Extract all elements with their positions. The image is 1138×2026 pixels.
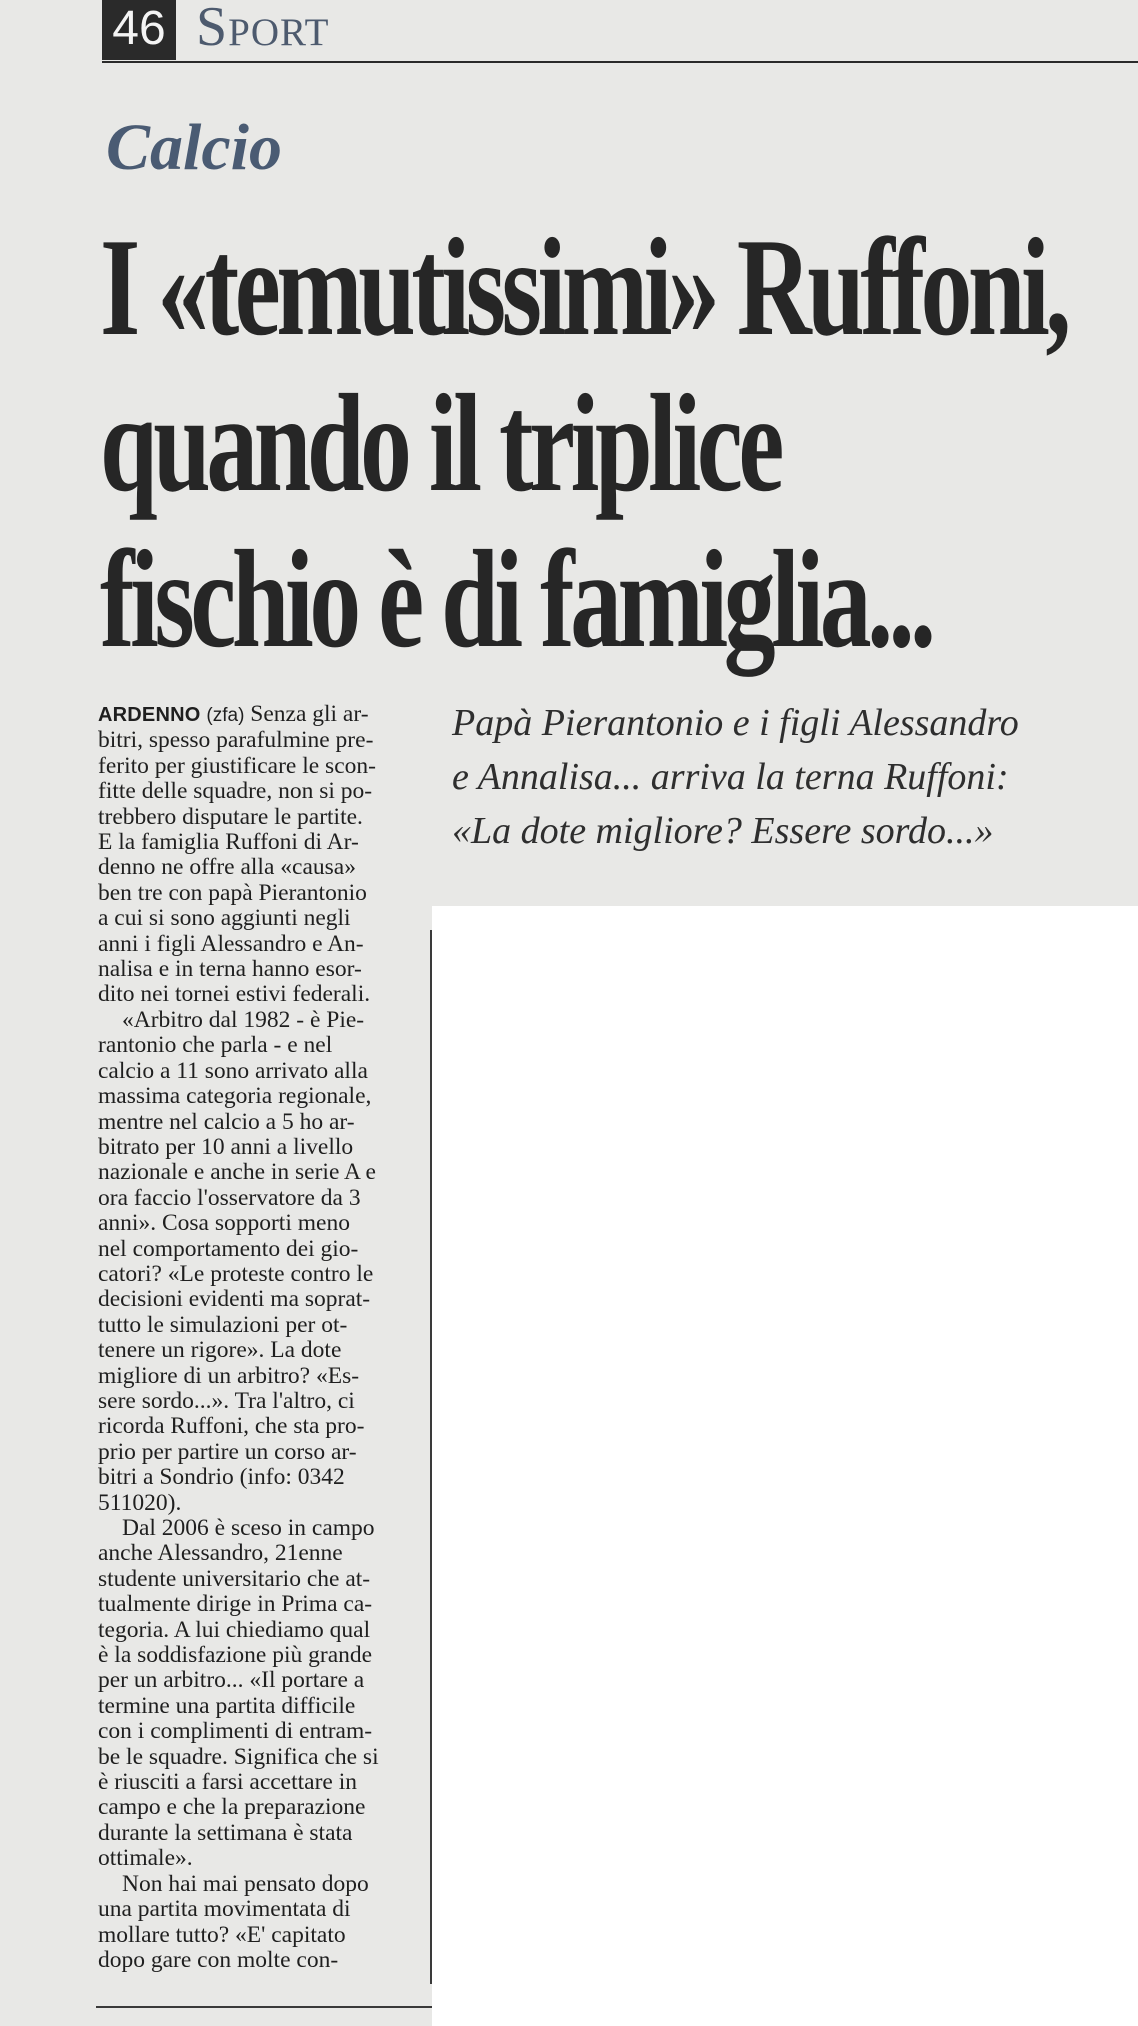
page-number: 46: [102, 0, 176, 60]
column-divider: [430, 930, 432, 1984]
article-line: decisioni evidenti ma soprat-: [98, 1286, 371, 1313]
article-line: studente universitario che at-: [98, 1565, 371, 1592]
article-line: migliore di un arbitro? «Es-: [98, 1362, 360, 1389]
headline-line: quando il triplice: [100, 366, 780, 521]
article-line: termine una partita difficile: [98, 1692, 356, 1719]
article-text: Senza gli ar-: [250, 701, 369, 727]
article-line: 511020).: [98, 1489, 182, 1516]
article-line: tenere un rigore». La dote: [98, 1337, 342, 1364]
article-paragraph: [98, 1872, 416, 1974]
headline-line: I «temutissimi» Ruffoni,: [100, 210, 1067, 365]
subheadline-line: Papà Pierantonio e i figli Alessandro: [452, 702, 1019, 744]
article-line: tegoria. A lui chiediamo qual: [98, 1616, 371, 1643]
article-paragraph: [98, 728, 416, 1007]
article-line: mentre nel calcio a 5 ho ar-: [98, 1108, 355, 1135]
article-line: Dal 2006 è sceso in campo: [122, 1515, 375, 1541]
header-divider: [102, 61, 1138, 63]
article-paragraph: [98, 1516, 416, 1872]
article-line: ora faccio l'osservatore da 3: [98, 1184, 361, 1211]
article-paragraph: [98, 1008, 416, 1516]
article-first-line: [98, 702, 416, 728]
article-line: tutto le simulazioni per ot-: [98, 1311, 348, 1338]
article-line: ben tre con papà Pierantonio: [98, 879, 367, 906]
article-line: be le squadre. Significa che si: [98, 1743, 379, 1770]
article-line: per un arbitro... «Il portare a: [98, 1667, 365, 1694]
article-line: a cui si sono aggiunti negli: [98, 905, 351, 932]
article-line: trebbero disputare le partite.: [98, 803, 363, 830]
article-line: tualmente dirige in Prima ca-: [98, 1591, 373, 1618]
article-line: anni i figli Alessandro e An-: [98, 930, 364, 957]
subheadline: [452, 696, 1112, 858]
article-paragraphs: [98, 728, 416, 1973]
article-line: durante la settimana è stata: [98, 1819, 353, 1846]
subheadline-line: «La dote migliore? Essere sordo...»: [452, 810, 994, 852]
article-line: ottimale».: [98, 1845, 193, 1872]
article-line: Non hai mai pensato dopo: [122, 1870, 369, 1897]
article-line: mollare tutto? «E' capitato: [98, 1921, 346, 1948]
article-line: è la soddisfazione più grande: [98, 1642, 373, 1669]
article-line: anche Alessandro, 21enne: [98, 1540, 343, 1567]
subheadline-line: e Annalisa... arriva la terna Ruffoni:: [452, 756, 1009, 798]
article-line: prio per partire un corso ar-: [98, 1438, 357, 1465]
article-line: E la famiglia Ruffoni di Ar-: [98, 829, 359, 856]
article-line: nazionale e anche in serie A e: [98, 1159, 376, 1186]
headline: [100, 210, 1067, 678]
article-line: «Arbitro dal 1982 - è Pie-: [122, 1006, 365, 1033]
article-line: una partita movimentata di: [98, 1896, 351, 1923]
article-line: dopo gare con molte con-: [98, 1946, 339, 1973]
article-line: nalisa e in terna hanno esor-: [98, 956, 362, 983]
article-line: catori? «Le proteste contro le: [98, 1260, 374, 1287]
article-body: [98, 702, 416, 1973]
article-line: nel comportamento dei gio-: [98, 1235, 359, 1262]
article-line: anni». Cosa sopporti meno: [98, 1210, 350, 1237]
article-line: calcio a 11 sono arrivato alla: [98, 1057, 368, 1084]
article-line: ricorda Ruffoni, che sta pro-: [98, 1413, 365, 1440]
byline: (zfa): [206, 705, 245, 726]
dateline: ARDENNO: [98, 704, 201, 726]
article-line: è riusciti a farsi accettare in: [98, 1769, 358, 1796]
article-line: massima categoria regionale,: [98, 1083, 372, 1110]
column-bottom-divider: [96, 2006, 432, 2008]
article-line: rantonio che parla - e nel: [98, 1032, 333, 1059]
article-line: campo e che la preparazione: [98, 1794, 366, 1821]
article-line: sere sordo...». Tra l'altro, ci: [98, 1387, 355, 1414]
headline-line: fischio è di famiglia...: [100, 522, 932, 677]
kicker: Calcio: [106, 111, 282, 184]
article-line: denno ne offre alla «causa»: [98, 854, 356, 881]
article-line: dito nei tornei estivi federali.: [98, 981, 371, 1008]
section-title: Sport: [196, 0, 330, 58]
article-line: con i complimenti di entram-: [98, 1718, 373, 1745]
article-line: bitri, spesso parafulmine pre-: [98, 727, 374, 754]
article-line: fitte delle squadre, non si po-: [98, 778, 373, 805]
article-line: ferito per giustificare le scon-: [98, 752, 376, 779]
article-line: bitri a Sondrio (info: 0342: [98, 1464, 345, 1491]
article-line: bitrato per 10 anni a livello: [98, 1133, 354, 1160]
